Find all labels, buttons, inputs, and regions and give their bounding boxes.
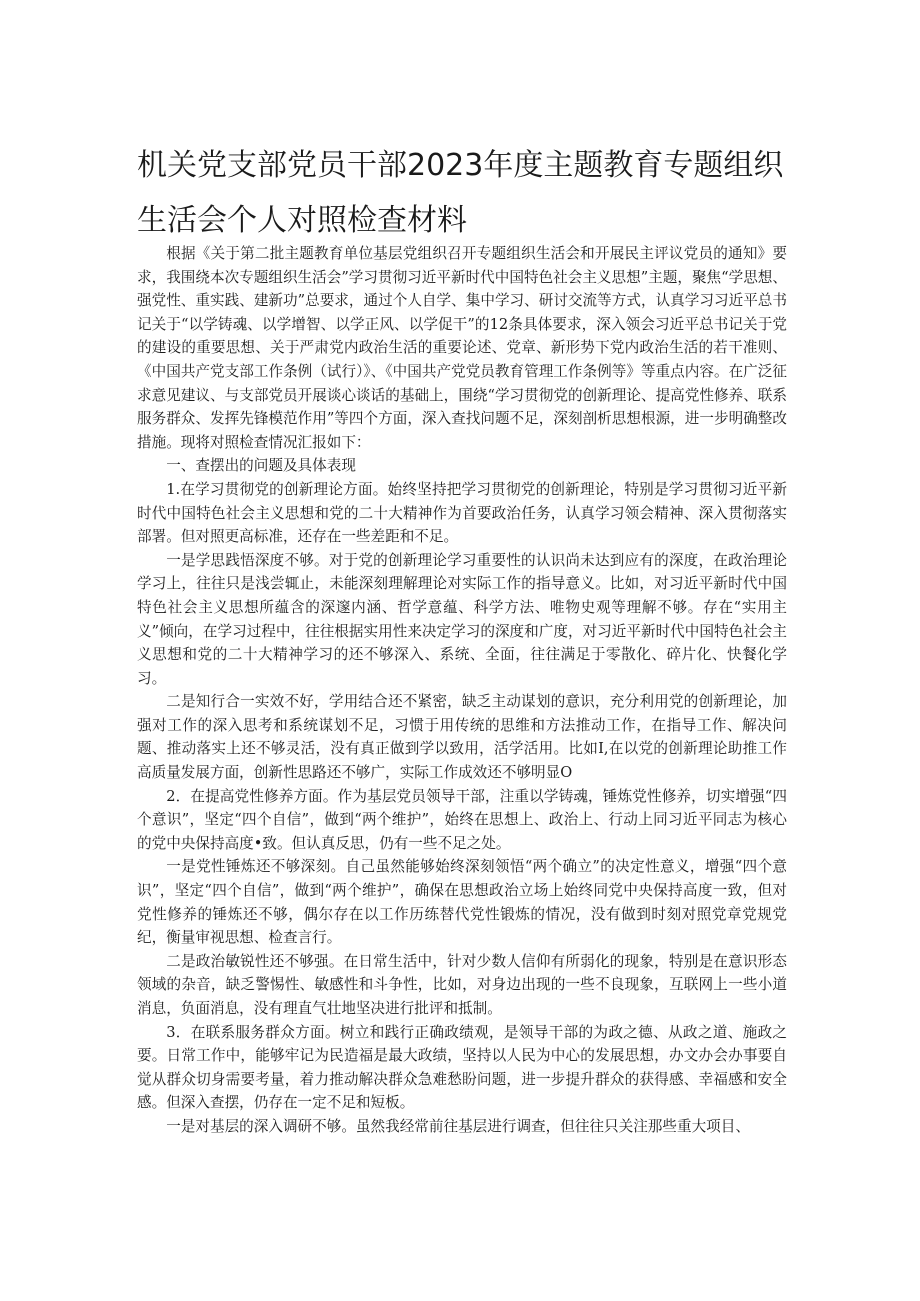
paragraph-grassroots-research: 一是对基层的深入调研不够。虽然我经常前往基层进行调查，但往往只关注那些重大项目、: [166, 1117, 750, 1135]
document-body: [137, 242, 787, 1139]
paragraph-party-spirit-tempering: 一是党性锤炼还不够深刻。自己虽然能够始终深刻领悟“两个确立”的决定性意义，增强“四个意识”，坚定“四个自信”，做到“两个维护”，确保在思想政治立场上始终同党中央保持高度一致，但对党性修养的锤炼还不够，偶尔存在以工作历练替代党性锻炼的情况，没有做到时刻对照党章党规党纪，衡量审视思想、检查言行。: [137, 858, 787, 947]
paragraph-serving-masses-overview: 3．在联系服务群众方面。树立和践行正确政绩观，是领导干部的为政之德、从政之道、施政之要。日常工作中，能够牢记为民造福是最大政绩，坚持以人民为中心的发展思想，办文办会办事要自觉从群众切身需要考量，着力推动解决群众急难愁盼问题，进一步提升群众的获得感、幸福感和安全感。但深入查摆，仍存在一定不足和短板。: [137, 1023, 787, 1112]
paragraph-political-sensitivity: 二是政治敏锐性还不够强。在日常生活中，针对少数人信仰有所弱化的现象，特别是在意识形态领域的杂音，缺乏警惕性、敏感性和斗争性，比如，对身边出现的一些不良现象，互联网上一些小道消息，负面消息，没有理直气壮地坚决进行批评和抵制。: [137, 952, 787, 1017]
paragraph-intro: 根据《关于第二批主题教育单位基层党组织召开专题组织生活会和开展民主评议党员的通知》要求，我围绕本次专题组织生活会”学习贯彻习近平新时代中国特色社会主义思想”主题，聚焦“学思想、强党性、重实践、建新功”总要求，通过个人自学、集中学习、研讨交流等方式，认真学习习近平总书记关于“以学铸魂、以学增智、以学正风、以学促干”的12条具体要求，深入领会习近平总书记关于党的建设的重要思想、关于严肃党内政治生活的重要论述、党章、新形势下党内政治生活的若干准则、《中国共产党支部工作条例（试行）》、《中国共产党党员教育管理工作条例等》等重点内容。在广泛征求意见建议、与支部党员开展谈心谈话的基础上，围绕“学习贯彻党的创新理论、提高党性修养、联系服务群众、发挥先锋模范作用”等四个方面，深入查找问题不足，深刻剖析思想根源，进一步明确整改措施。现将对照检查情况汇报如下：: [137, 245, 787, 451]
paragraph-theory-depth: 一是学思践悟深度不够。对于党的创新理论学习重要性的认识尚未达到应有的深度，在政治理论学习上，往往只是浅尝辄止，未能深刻理解理论对实际工作的指导意义。比如，对习近平新时代中国特色社会主义思想所蕴含的深邃内涵、哲学意蕴、科学方法、唯物史观等理解不够。存在“实用主义”倾向，在学习过程中，往往根据实用性来决定学习的深度和广度，对习近平新时代中国特色社会主义思想和党的二十大精神学习的还不够深入、系统、全面，往往满足于零散化、碎片化、快餐化学习。: [137, 551, 787, 687]
paragraph-party-spirit-overview: 2．在提高党性修养方面。作为基层党员领导干部，注重以学铸魂，锤炼党性修养，切实增强“四个意识”，坚定“四个自信”，做到“两个维护”，始终在思想上、政治上、行动上同习近平同志为核心的党中央保持高度•致。但认真反思，仍有一些不足之处。: [137, 787, 787, 852]
section-heading-problems: 一、查摆出的问题及具体表现: [166, 457, 356, 475]
paragraph-theory-practice: 二是知行合一实效不好，学用结合还不紧密，缺乏主动谋划的意识，充分利用党的创新理论，加强对工作的深入思考和系统谋划不足，习惯于用传统的思维和方法推动工作，在指导工作、解决问题、推动落实上还不够灵活，没有真正做到学以致用，活学活用。比如I,在以党的创新理论助推工作高质量发展方面，创新性思路还不够广，实际工作成效还不够明显O: [137, 693, 787, 782]
document-title: 机关党支部党员干部2023年度主题教育专题组织生活会个人对照检查材料: [137, 148, 784, 238]
paragraph-theory-overview: 1.在学习贯彻党的创新理论方面。始终坚持把学习贯彻党的创新理论，特别是学习贯彻习近平新时代中国特色社会主义思想和党的二十大精神作为首要政治任务，认真学习领会精神、深入贯彻落实部署。但对照更高标准，还存在一些差距和不足。: [137, 480, 787, 546]
